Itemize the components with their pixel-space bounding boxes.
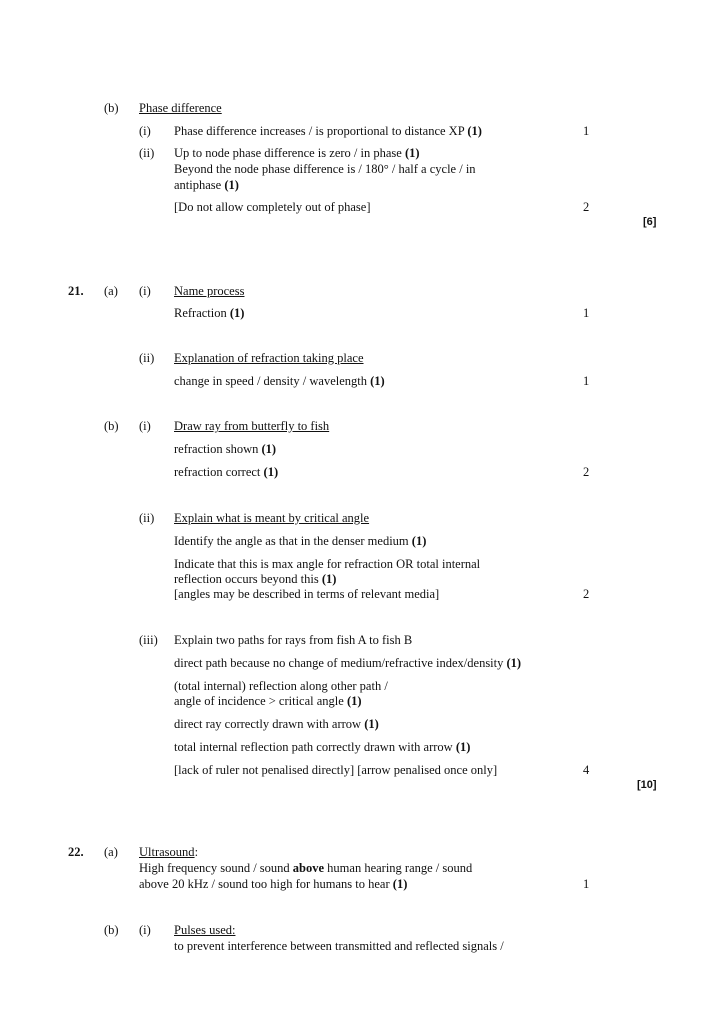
question-number: 22. xyxy=(68,845,84,859)
question-total: [10] xyxy=(637,779,657,791)
section-heading: Explain what is meant by critical angle xyxy=(174,511,370,525)
marking-note: [Do not allow completely out of phase] xyxy=(174,200,371,214)
question-number: 21. xyxy=(68,284,84,298)
mark-score: 1 xyxy=(583,877,590,891)
answer-line: reflection occurs beyond this (1) xyxy=(174,572,337,586)
section-heading: Explanation of refraction taking place xyxy=(174,351,364,365)
marking-note: [lack of ruler not penalised directly] [arrow penalised once only] xyxy=(174,763,498,777)
mark-score: 2 xyxy=(583,587,590,601)
subpart-label: (ii) xyxy=(139,146,155,160)
part-label: (a) xyxy=(104,845,118,859)
mark-score: 2 xyxy=(583,200,590,214)
mark-score: 1 xyxy=(583,124,590,138)
part-label: (b) xyxy=(104,419,119,433)
answer-line: (total internal) reflection along other path / xyxy=(174,679,388,693)
answer-line: total internal reflection path correctly drawn with arrow (1) xyxy=(174,740,471,754)
section-heading: Pulses used: xyxy=(174,923,236,937)
subpart-label: (i) xyxy=(139,923,151,937)
subpart-label: (i) xyxy=(139,284,151,298)
answer-line: antiphase (1) xyxy=(174,178,239,192)
section-heading: Name process xyxy=(174,284,245,298)
answer-line: to prevent interference between transmitted and reflected signals / xyxy=(174,939,504,953)
mark-score: 2 xyxy=(583,465,590,479)
subpart-label: (iii) xyxy=(139,633,158,647)
answer-line: refraction correct (1) xyxy=(174,465,279,479)
answer-line: High frequency sound / sound above human hearing range / sound xyxy=(139,861,473,875)
subpart-label: (ii) xyxy=(139,511,155,525)
answer-line: above 20 kHz / sound too high for humans to hear (1) xyxy=(139,877,408,891)
subpart-label: (i) xyxy=(139,124,151,138)
answer-line: direct ray correctly drawn with arrow (1) xyxy=(174,717,379,731)
subpart-label: (i) xyxy=(139,419,151,433)
answer-line: Indicate that this is max angle for refraction OR total internal xyxy=(174,557,481,571)
answer-line: Beyond the node phase difference is / 180° / half a cycle / in xyxy=(174,162,476,176)
answer-line: angle of incidence > critical angle (1) xyxy=(174,694,362,708)
part-label: (b) xyxy=(104,101,119,115)
section-heading: Explain two paths for rays from fish A to fish B xyxy=(174,633,413,647)
section-heading: Draw ray from butterfly to fish xyxy=(174,419,330,433)
part-label: (b) xyxy=(104,923,119,937)
answer-line: refraction shown (1) xyxy=(174,442,277,456)
answer-line: Phase difference increases / is proportional to distance XP (1) xyxy=(174,124,482,138)
marking-note: [angles may be described in terms of relevant media] xyxy=(174,587,440,601)
answer-line: direct path because no change of medium/refractive index/density (1) xyxy=(174,656,522,670)
mark-score: 1 xyxy=(583,374,590,388)
section-heading: Ultrasound: xyxy=(139,845,199,859)
answer-line: change in speed / density / wavelength (1) xyxy=(174,374,385,388)
mark-score: 4 xyxy=(583,763,590,777)
answer-line: Refraction (1) xyxy=(174,306,245,320)
question-total: [6] xyxy=(643,216,657,228)
answer-line: Identify the angle as that in the denser medium (1) xyxy=(174,534,427,548)
subpart-label: (ii) xyxy=(139,351,155,365)
answer-line: Up to node phase difference is zero / in phase (1) xyxy=(174,146,420,160)
section-heading: Phase difference xyxy=(139,101,222,115)
mark-score: 1 xyxy=(583,306,590,320)
part-label: (a) xyxy=(104,284,118,298)
